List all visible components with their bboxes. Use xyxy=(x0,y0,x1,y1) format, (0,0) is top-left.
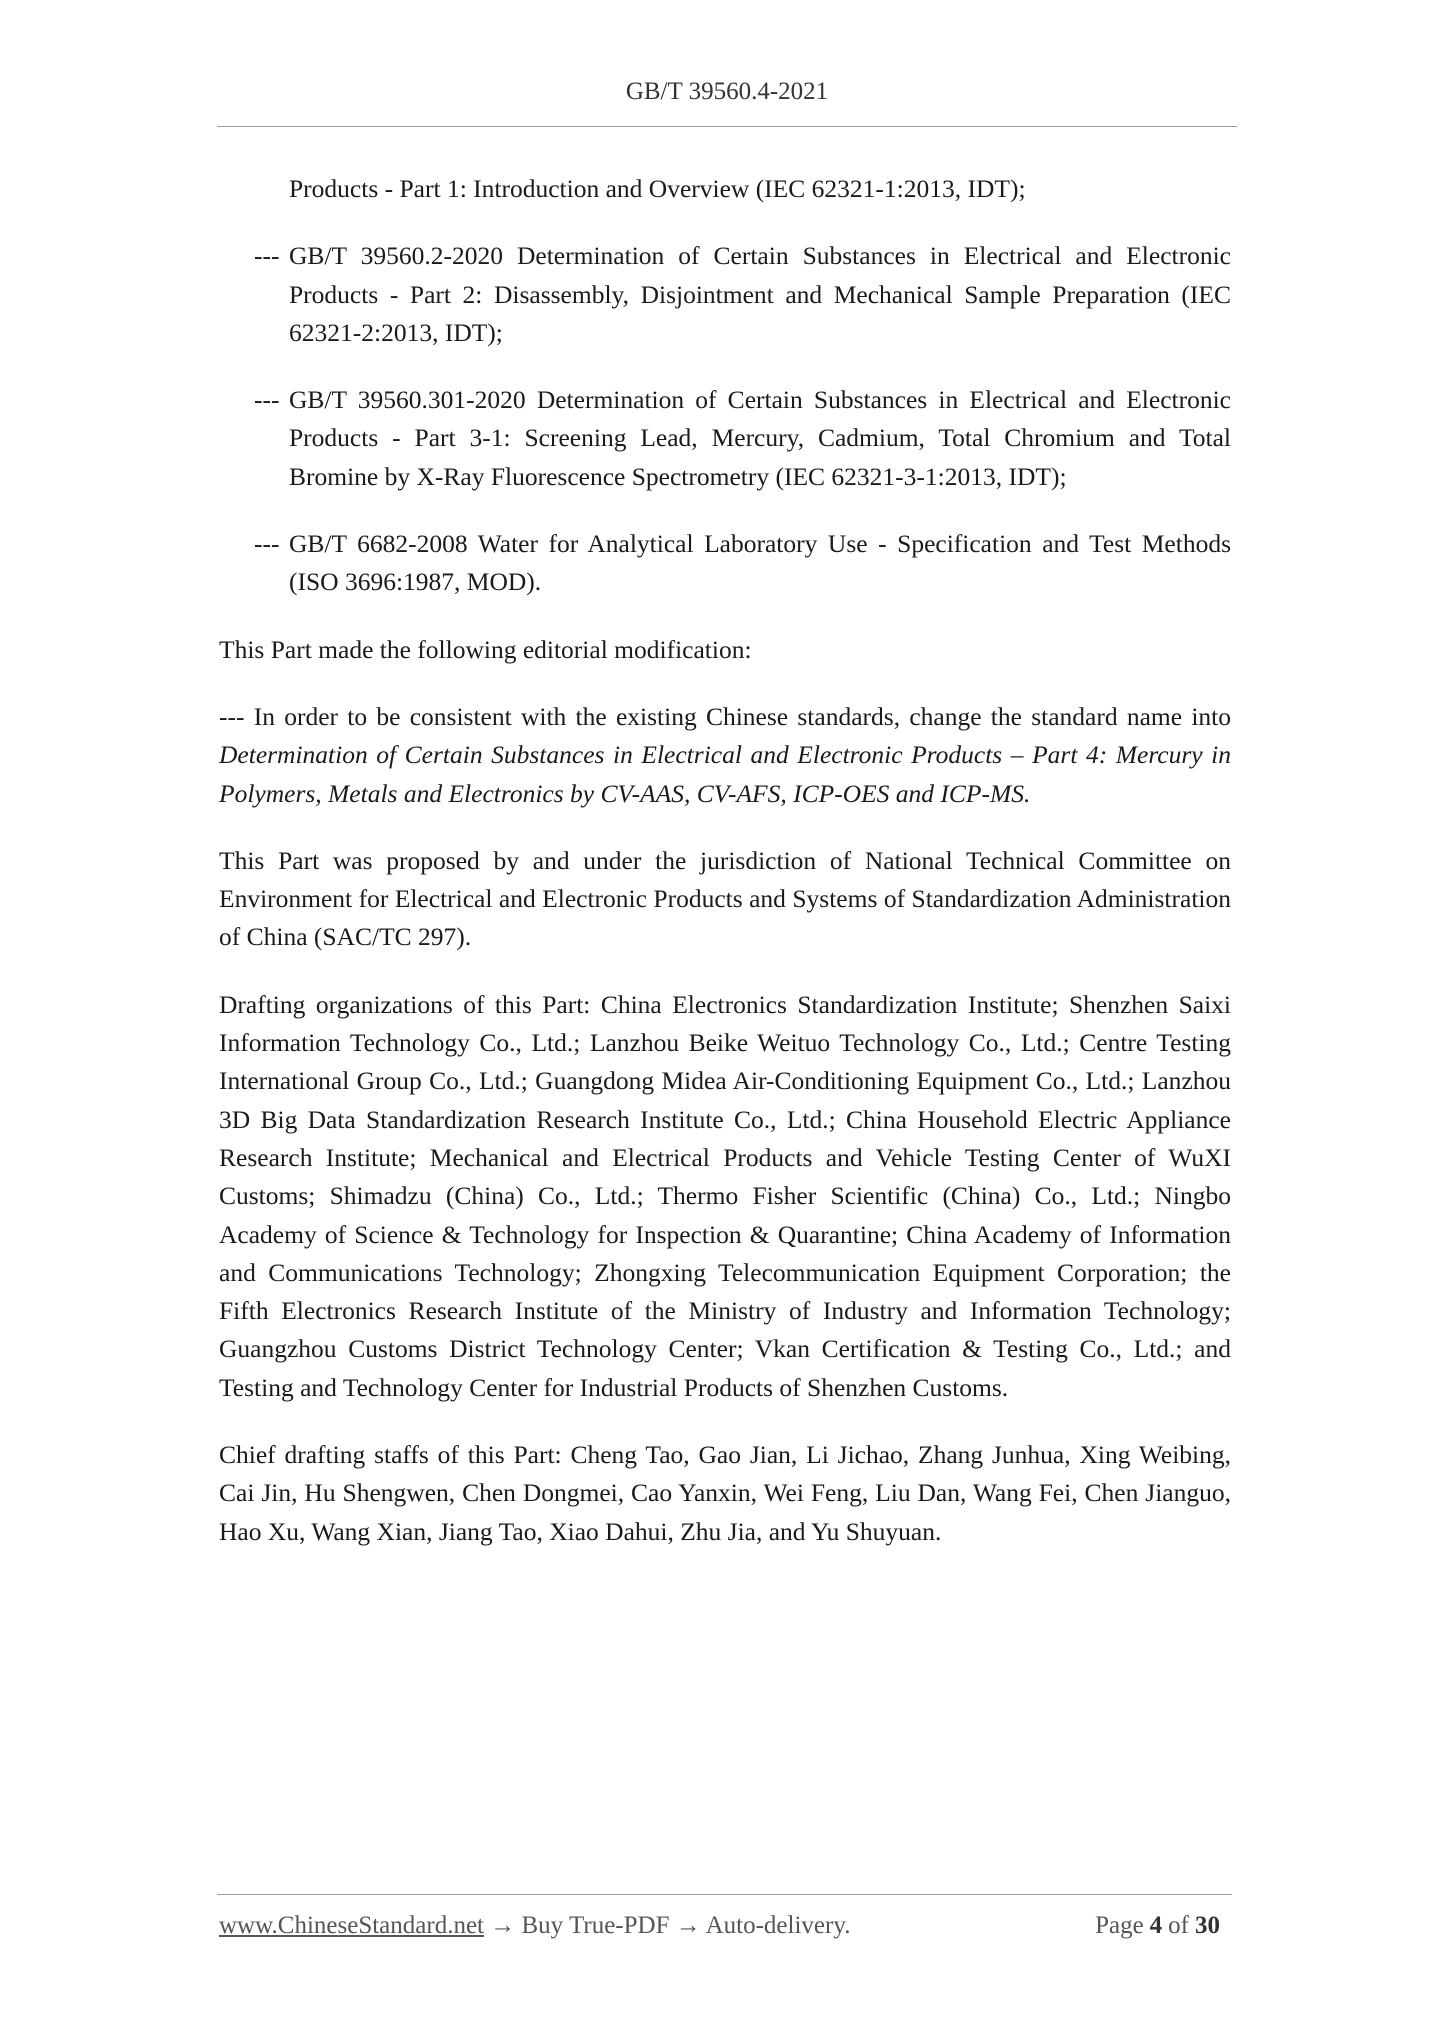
page-indicator xyxy=(1095,1912,1226,1940)
reference-item xyxy=(219,381,1231,496)
continuation-paragraph: Products - Part 1: Introduction and Overview (IEC 62321-1:2013, IDT); xyxy=(289,174,1026,203)
list-marker: --- xyxy=(254,241,280,271)
total-pages: 30 xyxy=(1195,1912,1220,1939)
site-link[interactable]: www.ChineseStandard.net xyxy=(219,1912,484,1939)
list-marker: --- xyxy=(254,385,280,415)
list-marker: --- xyxy=(254,529,280,559)
promo-text: → Buy True-PDF → Auto-delivery. xyxy=(484,1912,851,1939)
header-divider xyxy=(217,126,1237,127)
editorial-intro: This Part made the following editorial modification: xyxy=(219,634,752,664)
current-page: 4 xyxy=(1149,1912,1163,1939)
standard-title: Determination of Certain Substances in Electrical and Electronic Products – Part 4: Mercury in Polymers, Metals and Electronics by CV-AAS, CV-AFS, ICP-OES and ICP-MS. xyxy=(219,740,1231,808)
page-word: Page xyxy=(1095,1912,1144,1939)
drafting-staff: Chief drafting staffs of this Part: Cheng Tao, Gao Jian, Li Jichao, Zhang Junhua, Xing Weibing, Cai Jin, Hu Shengwen, Chen Dongmei, Cao Yanxin, Wei Feng, Liu Dan, Wang Fei, Chen Jianguo, Hao Xu, Wang Xian, Jiang Tao, Xiao Dahui, Zhu Jia, and Yu Shuyuan. xyxy=(219,1440,1231,1546)
reference-item xyxy=(219,237,1231,352)
footer-divider xyxy=(217,1894,1232,1895)
reference-text: GB/T 39560.301-2020 Determination of Certain Substances in Electrical and Electronic Products - Part 3-1: Screening Lead, Mercury, Cadmium, Total Chromium and Total Bromine by X-Ray Fluorescence Spectrometry (IEC 62321-3-1:2013, IDT); xyxy=(289,385,1231,491)
drafting-organizations: Drafting organizations of this Part: China Electronics Standardization Institute; Shenzhen Saixi Information Technology Co., Ltd.; Lanzhou Beike Weituo Technology Co., Ltd.; Centre Testing International Group Co., Ltd.; Guangdong Midea Air-Conditioning Equipment Co., Ltd.; Lanzhou 3D Big Data Standardization Research Institute Co., Ltd.; China Household Electric Appliance Research Institute; Mechanical and Electrical Products and Vehicle Testing Center of WuXI Customs; Shimadzu (China) Co., Ltd.; Thermo Fisher Scientific (China) Co., Ltd.; Ningbo Academy of Science & Technology for Inspection & Quarantine; China Academy of Information and Communications Technology; Zhongxing Telecommunication Equipment Corporation; the Fifth Electronics Research Institute of the Ministry of Industry and Information Technology; Guangzhou Customs District Technology Center; Vkan Certification & Testing Co., Ltd.; and Testing and Technology Center for Industrial Products of Shenzhen Customs. xyxy=(219,989,1231,1402)
of-word: of xyxy=(1168,1912,1189,1939)
editorial-lead: --- In order to be consistent with the existing Chinese standards, change the standard name into xyxy=(219,701,1231,731)
reference-text: GB/T 6682-2008 Water for Analytical Laboratory Use - Specification and Test Methods (ISO 3696:1987, MOD). xyxy=(289,529,1231,597)
document-body xyxy=(219,170,1231,1580)
reference-text: GB/T 39560.2-2020 Determination of Certain Substances in Electrical and Electronic Products - Part 2: Disassembly, Disjointment and Mechanical Sample Preparation (IEC 62321-2:2013, IDT); xyxy=(289,241,1231,347)
footer-promo xyxy=(219,1912,850,1940)
running-header: GB/T 39560.4-2021 xyxy=(625,78,829,105)
reference-item xyxy=(219,525,1231,602)
editorial-modification xyxy=(219,698,1231,813)
proposed-paragraph: This Part was proposed by and under the jurisdiction of National Technical Committee on Environment for Electrical and Electronic Products and Systems of Standardization Administration of China (SAC/TC 297). xyxy=(219,845,1231,952)
